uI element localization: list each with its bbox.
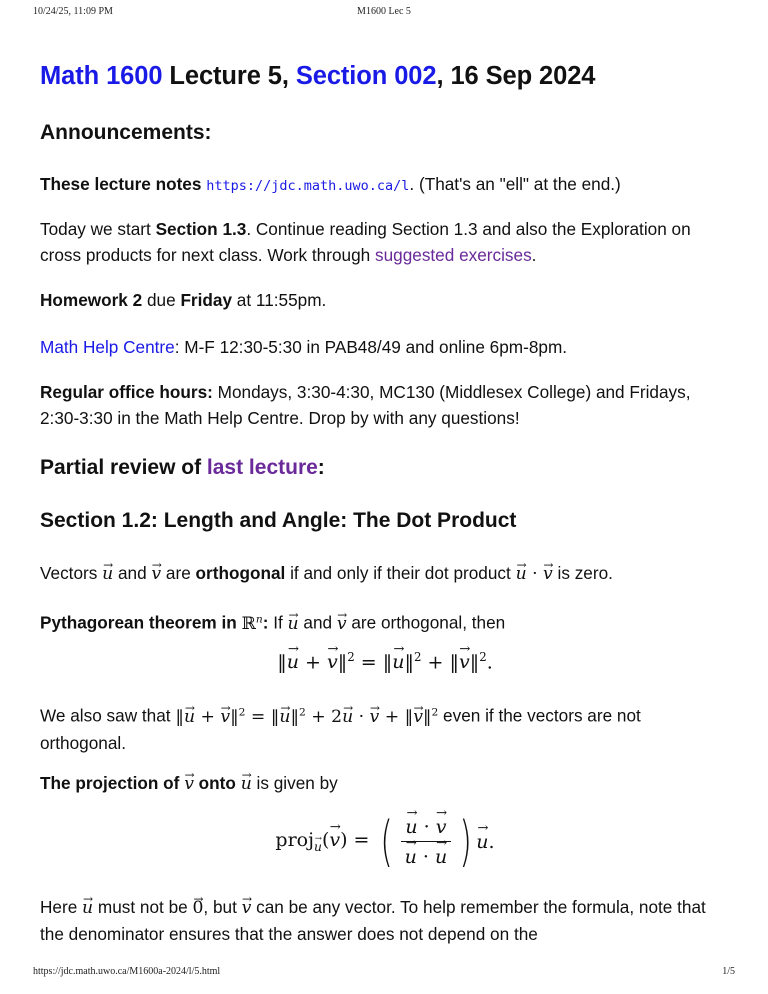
announcements-heading: Announcements:	[40, 121, 212, 144]
here-paragraph: Here → u must not be → 0, but → v can be any vector. To help remember the formula, note that the denominator ensures that the answer does not depend on the	[40, 894, 730, 947]
last-lecture-link[interactable]: last lecture	[206, 456, 318, 479]
orthogonal-paragraph: Vectors → u and → v are orthogonal if and only if their dot product → u · → v is zero.	[40, 560, 730, 587]
review-heading: Partial review of last lecture:	[40, 456, 325, 479]
section-1-2-heading: Section 1.2: Length and Angle: The Dot Product	[40, 509, 517, 532]
course-link[interactable]: Math 1600	[40, 62, 163, 90]
also-saw-paragraph: We also saw that ‖→ u + → v‖$^2$ = ‖→ u‖$^2$ + 2→ u · → v + ‖→ v‖$^2$ even if the vectors are not orthogonal.	[40, 699, 730, 756]
notes-paragraph: These lecture notes https://jdc.math.uwo.ca/l. (That's an "ell" at the end.)	[40, 174, 621, 194]
projection-paragraph: The projection of → v onto → u is given by	[40, 770, 730, 797]
homework-paragraph: Homework 2 due Friday at 11:55pm.	[40, 290, 327, 310]
projection-equation: proj→ $_u$(→ v) = ( → u · → v → u · → u )→ u.	[40, 810, 730, 873]
pythagorean-paragraph: Pythagorean theorem in ℝ$^n$: If → u and → v are orthogonal, then	[40, 606, 730, 637]
print-timestamp: 10/24/25, 11:09 PM	[33, 6, 113, 17]
print-page-title: M1600 Lec 5	[357, 6, 411, 17]
help-centre-paragraph: Math Help Centre: M-F 12:30-5:30 in PAB48/49 and online 6pm-8pm.	[40, 337, 568, 357]
office-hours-paragraph: Regular office hours: Mondays, 3:30-4:30, MC130 (Middlesex College) and Fridays, 2:30-3:30 in the Math Help Centre. Drop by with any questions!	[40, 382, 691, 428]
pythagorean-equation: ‖→ u + → v‖$^2$ = ‖→ u‖$^2$ + ‖→ v‖$^2$.	[40, 650, 730, 673]
notes-url-link[interactable]: https://jdc.math.uwo.ca/l	[206, 178, 410, 194]
today-paragraph: Today we start Section 1.3. Continue reading Section 1.3 and also the Exploration on cross products for next class. Work through suggested exercises.	[40, 219, 691, 265]
suggested-exercises-link[interactable]: suggested exercises	[374, 245, 532, 265]
section-link[interactable]: Section 002	[295, 62, 437, 90]
print-page-number: 1/5	[722, 966, 735, 977]
print-url: https://jdc.math.uwo.ca/M1600a-2024/l/5.html	[33, 966, 221, 977]
page-title: Math 1600 Lecture 5, Section 002, 16 Sep 2024	[40, 62, 596, 90]
math-help-centre-link[interactable]: Math Help Centre	[40, 337, 175, 357]
